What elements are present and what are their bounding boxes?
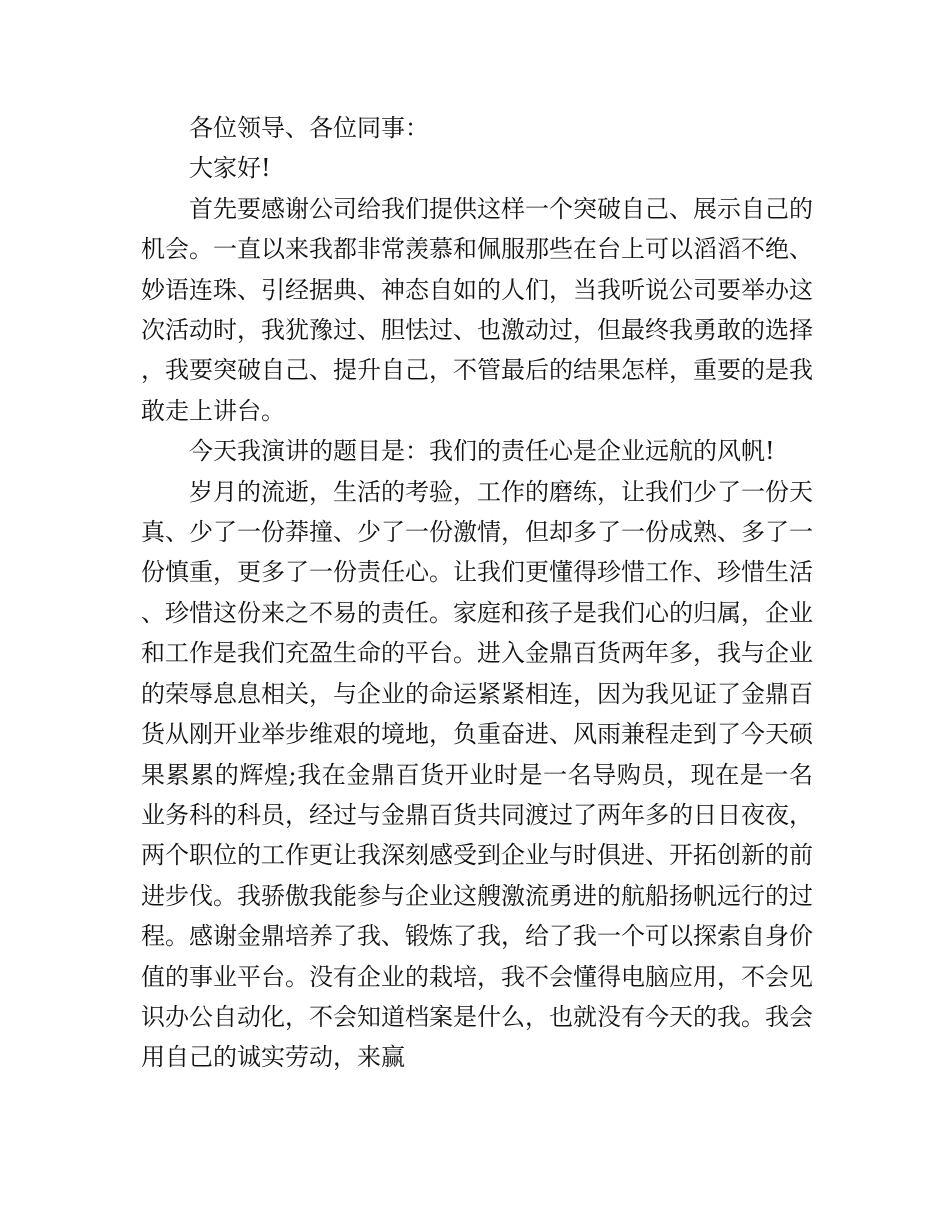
paragraph-main: 岁月的流逝，生活的考验，工作的磨练，让我们少了一份天真、少了一份莽撞、少了一份激情，但却多了一份成熟、多了一份慎重，更多了一份责任心。让我们更懂得珍惜工作、珍惜生活、珍惜这份来之不易的责任。家庭和孩子是我们心的归属，企业和工作是我们充盈生命的平台。进入金鼎百货两年多，我与企业的荣辱息息相关，与企业的命运紧紧相连，因为我见证了金鼎百货从刚开业举步维艰的境地，负重奋进、风雨兼程走到了今天硕果累累的辉煌;我在金鼎百货开业时是一名导购员，现在是一名业务科的科员，经过与金鼎百货共同渡过了两年多的日日夜夜，两个职位的工作更让我深刻感受到企业与时俱进、开拓创新的前进步伐。我骄傲我能参与企业这艘激流勇进的航船扬帆远行的过程。感谢金鼎培养了我、锻炼了我，给了我一个可以探索自身价值的事业平台。没有企业的栽培，我不会懂得电脑应用，不会见识办公自动化，不会知道档案是什么，也就没有今天的我。我会用自己的诚实劳动，来赢 (141, 477, 813, 1072)
paragraph-opening: 首先要感谢公司给我们提供这样一个突破自己、展示自己的机会。一直以来我都非常羡慕和佩服那些在台上可以滔滔不绝、妙语连珠、引经据典、神态自如的人们，当我听说公司要举办这次活动时，我犹豫过、胆怯过、也激动过，但最终我勇敢的选择，我要突破自己、提升自己，不管最后的结果怎样，重要的是我敢走上讲台。 (141, 194, 813, 425)
greeting: 大家好! (189, 154, 271, 183)
speech-topic: 今天我演讲的题目是：我们的责任心是企业远航的风帆! (189, 437, 775, 466)
salutation: 各位领导、各位同事： (189, 114, 429, 142)
speech-body (141, 108, 813, 1078)
